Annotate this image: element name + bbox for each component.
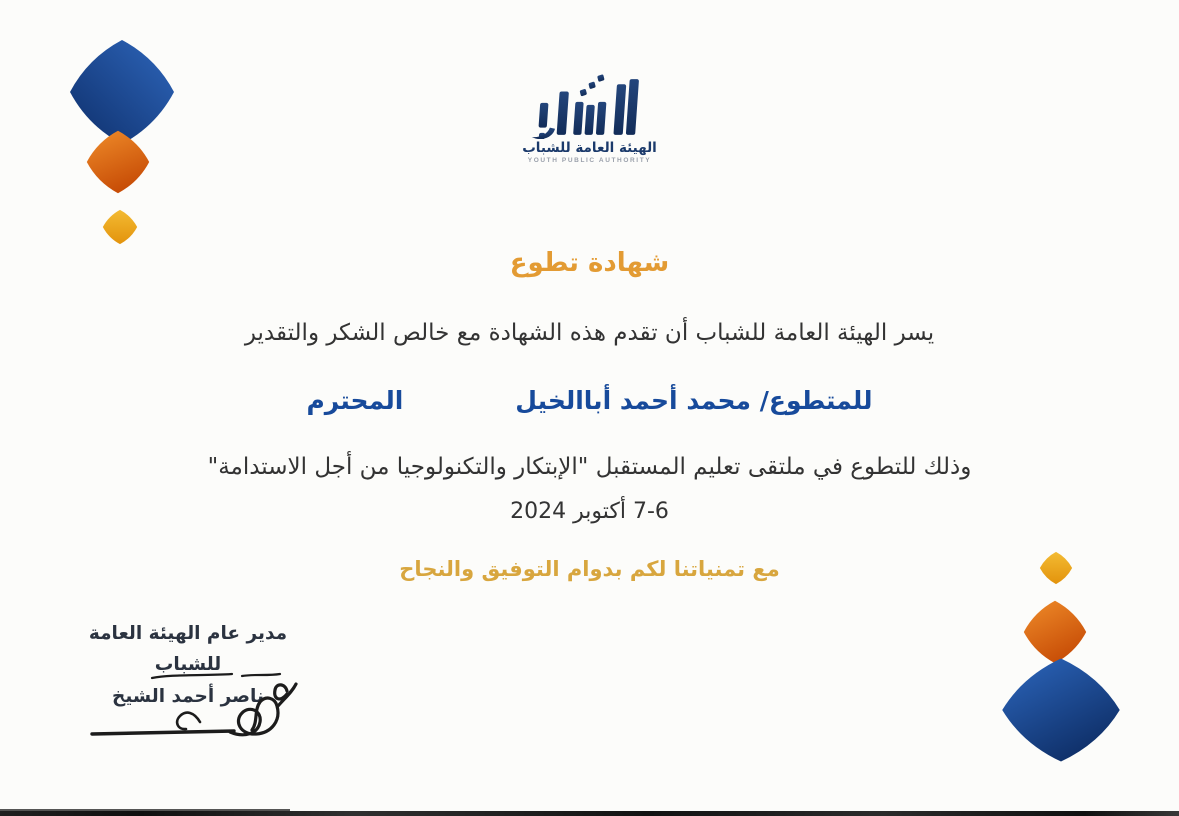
certificate-title: شهادة تطوع xyxy=(509,248,670,278)
authority-logo-icon xyxy=(528,70,652,144)
signer-title: مدير عام الهيئة العامة للشباب xyxy=(88,623,288,676)
recipient-honorific: المحترم xyxy=(306,386,404,415)
handwritten-signature-icon xyxy=(82,672,307,764)
event-description: وذلك للتطوع في ملتقى تعليم المستقبل "الإبتكار والتكنولوجيا من أجل الاستدامة" xyxy=(207,454,972,480)
event-date: 7-6 أكتوبر 2024 xyxy=(510,499,669,524)
recipient-row xyxy=(0,386,1179,415)
authority-name-arabic: الهيئة العامة للشباب xyxy=(522,140,657,156)
authority-logo xyxy=(0,70,1179,164)
certificate-intro: يسر الهيئة العامة للشباب أن تقدم هذه الشهادة مع خالص الشكر والتقدير xyxy=(244,320,935,346)
recipient-name: للمتطوع/ محمد أحمد أباالخيل xyxy=(515,386,873,415)
authority-name-english: YOUTH PUBLIC AUTHORITY xyxy=(527,157,652,164)
wishes-line: مع تمنياتنا لكم بدوام التوفيق والنجاح xyxy=(399,557,780,581)
signer-name: ناصر أحمد الشيخ xyxy=(112,685,264,707)
scan-edge xyxy=(0,811,1179,816)
